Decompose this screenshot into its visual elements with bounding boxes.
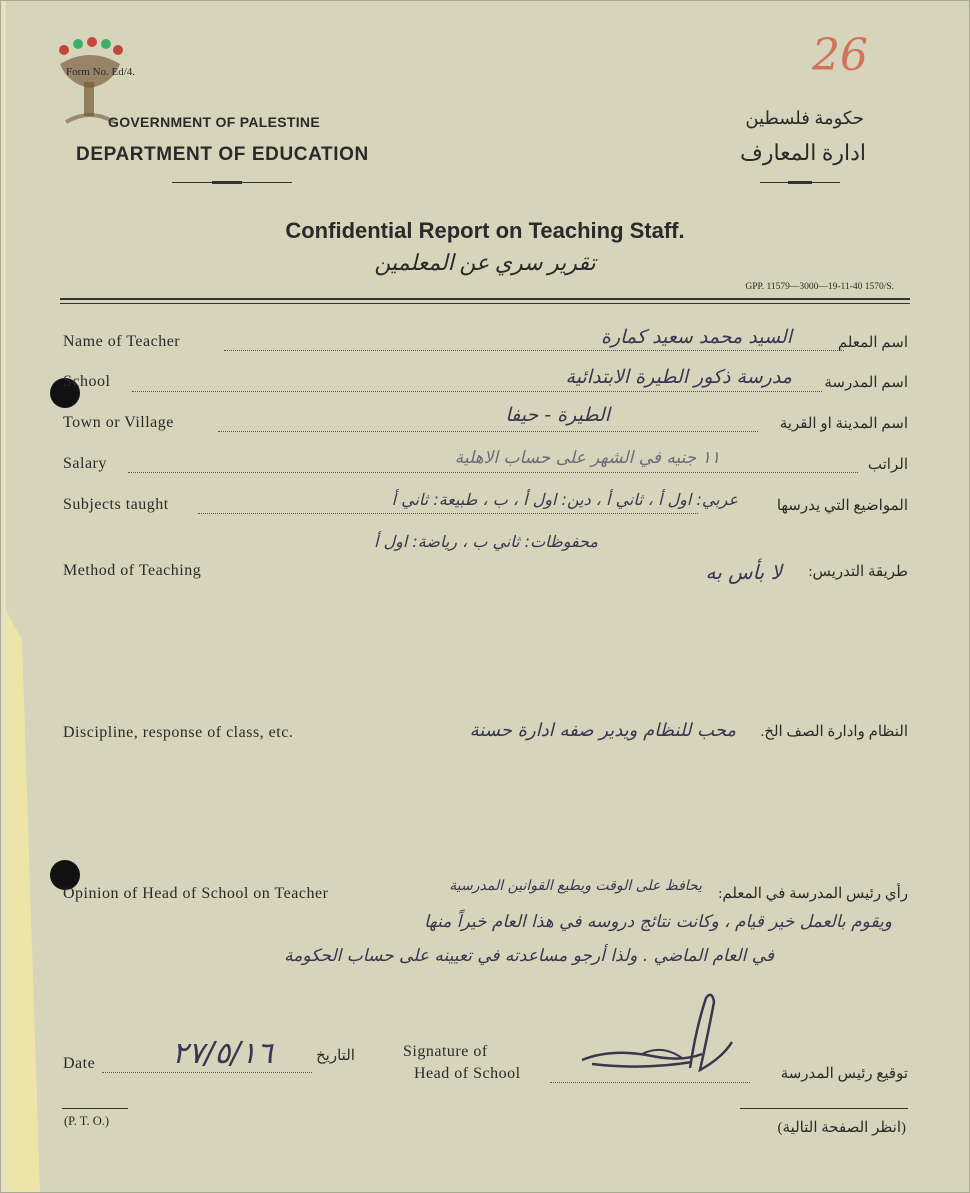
form-number: Form No. Ed/4. [66, 66, 136, 78]
print-code: GPP. 11579—3000—19-11-40 1570/S. [745, 282, 894, 292]
discipline-label-ar: النظام وادارة الصف الخ. [760, 724, 908, 740]
opinion-label-en: Opinion of Head of School on Teacher [63, 885, 329, 902]
town-value: الطيرة - حيفا [505, 404, 610, 426]
header-rule-right-mark [788, 181, 812, 184]
salary-label-en: Salary [63, 455, 107, 472]
name-label-en: Name of Teacher [63, 333, 181, 350]
report-title-ar: تقرير سري عن المعلمين [374, 250, 596, 275]
dept-title-ar: ادارة المعارف [740, 140, 866, 165]
opinion-value-line-3: في العام الماضي . ولذا أرجو مساعدته في تعيينه على حساب الحكومة [284, 946, 774, 966]
pto-ar: (انظر الصفحة التالية) [777, 1120, 906, 1136]
name-dotted-line [224, 350, 844, 351]
school-label-ar: اسم المدرسة [824, 375, 908, 391]
date-dotted-line [102, 1072, 312, 1073]
town-label-ar: اسم المدينة او القرية [779, 416, 908, 432]
subjects-dotted-line [198, 513, 698, 514]
name-value: السيد محمد سعيد كمارة [601, 326, 792, 348]
town-label-en: Town or Village [63, 414, 174, 431]
signature-label-en-2: Head of School [414, 1065, 521, 1082]
gov-title-ar: حكومة فلسطين [745, 108, 864, 128]
school-label-en: School [63, 373, 111, 390]
school-dotted-line [132, 391, 822, 392]
handwritten-signature [572, 988, 752, 1084]
date-label-en: Date [63, 1055, 96, 1072]
method-label-ar: طريقة التدريس: [808, 564, 908, 580]
subjects-label-ar: المواضيع التي يدرسها [776, 498, 908, 514]
date-label-ar: التاريخ [316, 1048, 355, 1064]
method-label-en: Method of Teaching [63, 562, 202, 579]
salary-value: ١١ جنيه في الشهر على حساب الاهلية [454, 448, 720, 468]
date-value: ٢٧/٥/١٦ [172, 1036, 273, 1071]
discipline-value: محب للنظام ويدير صفه ادارة حسنة [469, 720, 736, 741]
subjects-label-en: Subjects taught [63, 496, 169, 513]
gov-title-en: GOVERNMENT OF PALESTINE [108, 114, 320, 130]
salary-label-ar: الراتب [867, 457, 908, 473]
method-value: لا بأس به [705, 560, 782, 584]
dept-title-en: DEPARTMENT OF EDUCATION [76, 144, 369, 165]
subjects-value-continued: محفوظات: ثاني ب ، رياضة: اول أ [373, 532, 598, 551]
page-number: 26 [812, 30, 868, 81]
pto-ar-rule [740, 1108, 908, 1109]
opinion-value-line-2: ويقوم بالعمل خير قيام ، وكانت نتائج دروسه في هذا العام خيراً منها [424, 912, 892, 932]
name-label-ar: اسم المعلم [837, 335, 908, 351]
opinion-label-ar: رأي رئيس المدرسة في المعلم: [718, 886, 908, 902]
title-rule-1 [60, 298, 910, 300]
subjects-value: عربي: اول أ ، ثاني أ ، دين: اول أ ، ب ، طبيعة: ثاني أ [391, 490, 738, 509]
signature-label-en-1: Signature of [403, 1043, 488, 1060]
pto-rule [62, 1108, 128, 1109]
town-dotted-line [218, 431, 758, 432]
salary-dotted-line [128, 472, 858, 473]
title-rule-2 [60, 303, 910, 304]
pto-en: (P. T. O.) [64, 1114, 110, 1128]
signature-label-ar: توقيع رئيس المدرسة [780, 1066, 908, 1082]
opinion-value-line-1: يحافظ على الوقت ويطيع القوانين المدرسية [449, 878, 702, 894]
school-value: مدرسة ذكور الطيرة الابتدائية [565, 366, 792, 388]
discipline-label-en: Discipline, response of class, etc. [63, 724, 294, 741]
report-title-en: Confidential Report on Teaching Staff. [285, 218, 685, 243]
header-rule-left-mark [212, 181, 242, 184]
